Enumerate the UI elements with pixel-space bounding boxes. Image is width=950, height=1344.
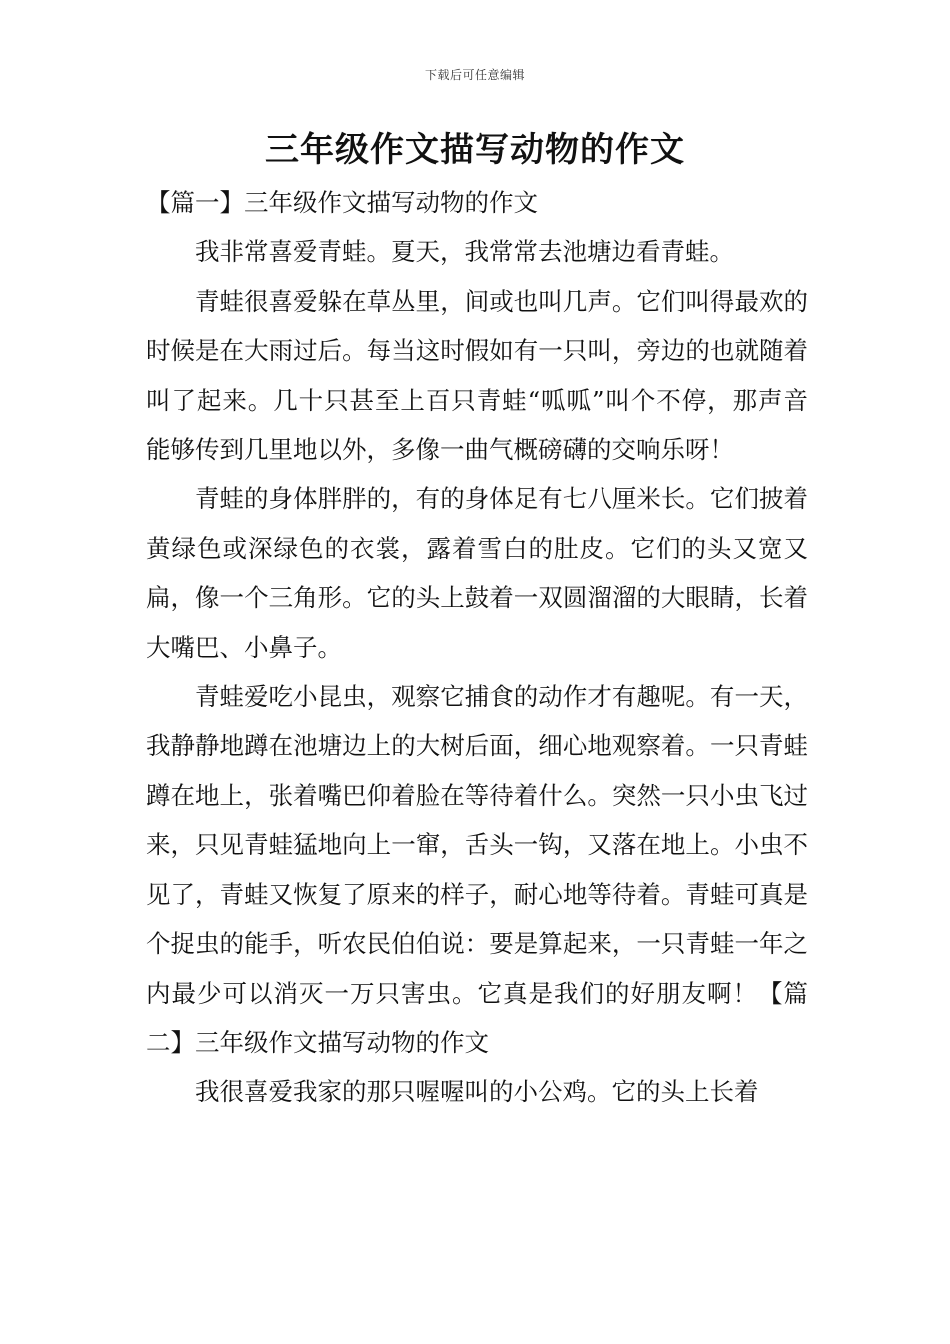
paragraph: 青蛙的身体胖胖的，有的身体足有七八厘米长。它们披着黄绿色或深绿色的衣裳，露着雪白的肚皮。它们的头又宽又扁，像一个三角形。它的头上鼓着一双圆溜溜的大眼睛，长着大嘴巴、小鼻子。 (146, 484, 808, 662)
section-heading: 【篇一】三年级作文描写动物的作文 (146, 188, 538, 217)
document-body (146, 178, 808, 1117)
paragraph: 青蛙爱吃小昆虫，观察它捕食的动作才有趣呢。有一天，我静静地蹲在池塘边上的大树后面，细心地观察着。一只青蛙蹲在地上，张着嘴巴仰着脸在等待着什么。突然一只小虫飞过来，只见青蛙猛地向上一窜，舌头一钩，又落在地上。小虫不见了，青蛙又恢复了原来的样子，耐心地等待着。青蛙可真是个捉虫的能手，听农民伯伯说：要是算起来，一只青蛙一年之内最少可以消灭一万只害虫。它真是我们的好朋友啊！【篇二】三年级作文描写动物的作文 (146, 682, 808, 1057)
document-title: 三年级作文描写动物的作文 (265, 130, 685, 170)
paragraph: 青蛙很喜爱躲在草丛里，间或也叫几声。它们叫得最欢的时候是在大雨过后。每当这时假如有一只叫，旁边的也就随着叫了起来。几十只甚至上百只青蛙“呱呱”叫个不停，那声音能够传到几里地以外，多像一曲气概磅礴的交响乐呀！ (146, 286, 808, 465)
header-note: 下载后可任意编辑 (424, 68, 525, 82)
paragraph: 我非常喜爱青蛙。夏天，我常常去池塘边看青蛙。 (195, 237, 734, 267)
paragraph: 我很喜爱我家的那只喔喔叫的小公鸡。它的头上长着 (195, 1077, 759, 1107)
